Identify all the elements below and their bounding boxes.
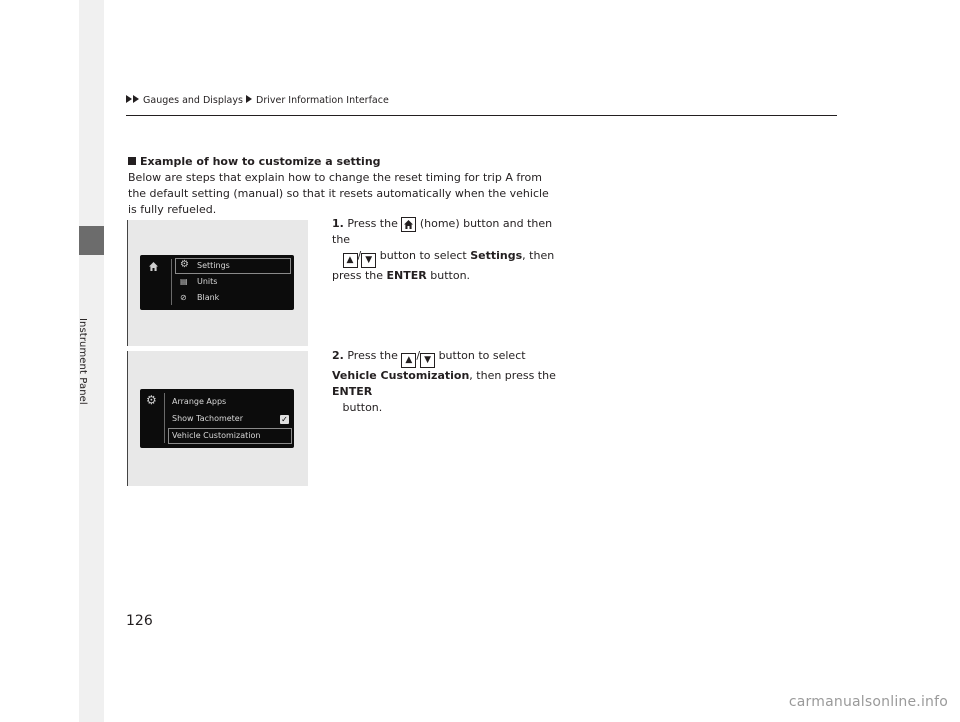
menu-item-show-tachometer[interactable]: Show Tachometer <box>172 414 244 423</box>
up-arrow-icon: ▲ <box>401 353 416 368</box>
section-heading <box>128 155 381 168</box>
home-icon <box>148 261 159 275</box>
square-bullet-icon <box>128 157 136 165</box>
gear-icon: ⚙ <box>146 393 157 407</box>
slash-text: / <box>416 349 421 362</box>
display-screen <box>140 255 294 310</box>
breadcrumb-arrow-icon <box>126 95 132 103</box>
step-1 <box>332 216 562 284</box>
menu-item-blank[interactable]: Blank <box>197 293 220 302</box>
selection-highlight <box>175 258 291 274</box>
step-text: button to select <box>379 249 467 262</box>
menu-item-vehicle-customization[interactable]: Vehicle Customization <box>172 431 261 440</box>
up-arrow-icon: ▲ <box>343 253 358 268</box>
divider <box>171 259 172 305</box>
step-text: Press the <box>347 349 398 362</box>
step-text: button. <box>430 269 471 282</box>
menu-item-settings[interactable]: Settings <box>197 261 230 270</box>
vehicle-customization-label: Vehicle Customization <box>332 369 470 382</box>
breadcrumb-item-driver-info[interactable]: Driver Information Interface <box>256 95 389 106</box>
sidebar-tab <box>79 226 104 255</box>
section-heading-text: Example of how to customize a setting <box>140 155 381 168</box>
home-icon <box>401 217 416 232</box>
sidebar-section-label: Instrument Panel <box>77 318 88 405</box>
breadcrumb <box>126 95 389 106</box>
gear-icon: ⚙ <box>180 259 189 270</box>
step-text: (home) button and then the <box>332 217 553 246</box>
breadcrumb-item-gauges[interactable]: Gauges and Displays <box>143 95 243 106</box>
screenshot-customize-menu <box>127 351 308 486</box>
breadcrumb-arrow-icon <box>133 95 139 103</box>
step-2 <box>332 348 562 416</box>
display-screen <box>140 389 294 448</box>
settings-label: Settings <box>470 249 523 262</box>
step-text: Press the <box>347 217 398 230</box>
breadcrumb-arrow-icon <box>246 95 252 103</box>
divider <box>164 393 165 443</box>
page-number: 126 <box>126 613 153 629</box>
step-number: 1. <box>332 217 344 230</box>
step-text: , then press the <box>332 249 555 282</box>
watermark: carmanualsonline.info <box>788 694 948 710</box>
checkbox-checked-icon[interactable]: ✓ <box>281 415 288 424</box>
step-text: button to select <box>438 349 526 362</box>
screenshot-settings-menu <box>127 220 308 346</box>
intro-paragraph: Below are steps that explain how to change the reset timing for trip A from the default setting (manual) so that it resets automatically when the vehicle is fully refueled. <box>128 171 549 216</box>
down-arrow-icon: ▼ <box>420 353 435 368</box>
menu-item-arrange-apps[interactable]: Arrange Apps <box>172 397 227 406</box>
slash-text: / <box>357 249 362 262</box>
blank-icon: ⊘ <box>180 293 187 302</box>
enter-label: ENTER <box>386 269 427 282</box>
down-arrow-icon: ▼ <box>361 253 376 268</box>
units-icon: ▤ <box>180 277 188 286</box>
enter-label: ENTER <box>332 385 373 398</box>
step-text: button. <box>342 401 383 414</box>
step-text: , then press the <box>469 369 556 382</box>
step-number: 2. <box>332 349 344 362</box>
menu-item-units[interactable]: Units <box>197 277 218 286</box>
header-rule <box>126 115 837 116</box>
